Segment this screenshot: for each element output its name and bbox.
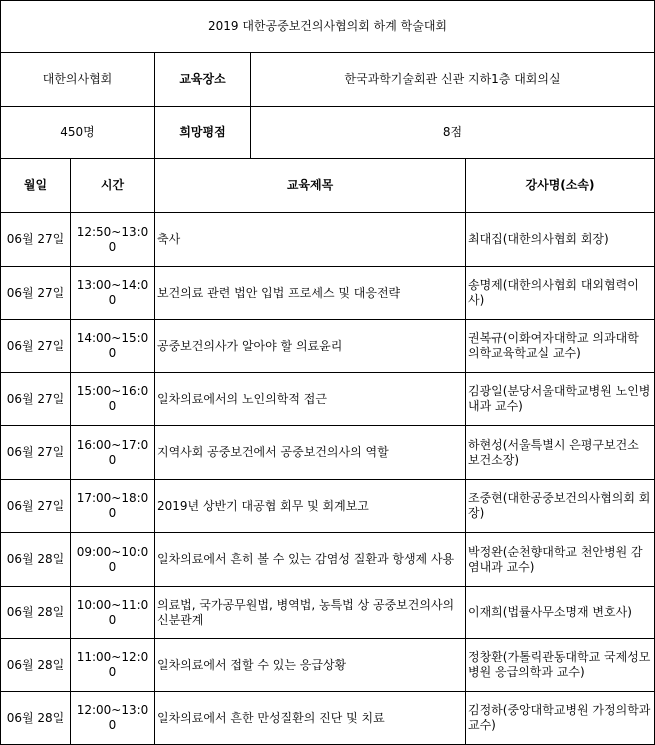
time-cell: 10:00~11:00 — [71, 587, 155, 639]
table-row — [1, 533, 655, 587]
date-cell: 06월 28일 — [1, 533, 71, 587]
subject-cell: 의료법, 국가공무원법, 병역법, 농특법 상 공중보건의사의 신분관계 — [155, 587, 466, 639]
subject-cell: 일차의료에서 접할 수 있는 응급상황 — [155, 639, 466, 692]
lecturer-cell: 권복규(이화여자대학교 의과대학 의학교육학교실 교수) — [466, 320, 655, 373]
lecturer-cell: 조중현(대한공중보건의사협의회 회장) — [466, 480, 655, 533]
time-cell: 09:00~10:00 — [71, 533, 155, 587]
table-row — [1, 213, 655, 267]
subject-cell: 축사 — [155, 213, 466, 267]
subject-cell: 지역사회 공중보건에서 공중보건의사의 역할 — [155, 426, 466, 480]
title-row — [1, 1, 655, 53]
lecturer-cell: 정창환(가톨릭관동대학교 국제성모병원 응급의학과 교수) — [466, 639, 655, 692]
date-cell: 06월 27일 — [1, 213, 71, 267]
table-row — [1, 373, 655, 426]
time-cell: 12:00~13:00 — [71, 692, 155, 745]
venue-label: 교육장소 — [155, 53, 251, 107]
subject-cell: 일차의료에서의 노인의학적 접근 — [155, 373, 466, 426]
header-date: 월일 — [1, 159, 71, 213]
subject-cell: 2019년 상반기 대공협 회무 및 회계보고 — [155, 480, 466, 533]
date-cell: 06월 27일 — [1, 480, 71, 533]
subject-cell: 일차의료에서 흔히 볼 수 있는 감염성 질환과 항생제 사용 — [155, 533, 466, 587]
lecturer-cell: 하현성(서울특별시 은평구보건소 보건소장) — [466, 426, 655, 480]
credits-row — [1, 107, 655, 159]
header-lecturer: 강사명(소속) — [466, 159, 655, 213]
lecturer-cell: 박정완(순천향대학교 천안병원 감염내과 교수) — [466, 533, 655, 587]
table-row — [1, 426, 655, 480]
lecturer-cell: 김광일(분당서울대학교병원 노인병내과 교수) — [466, 373, 655, 426]
organizer-cell: 대한의사협회 — [1, 53, 155, 107]
venue-value: 한국과학기술회관 신관 지하1층 대회의실 — [251, 53, 655, 107]
document-title: 2019 대한공중보건의사협의회 하계 학술대회 — [1, 1, 655, 53]
table-row — [1, 692, 655, 745]
table-row — [1, 480, 655, 533]
header-row — [1, 159, 655, 213]
date-cell: 06월 27일 — [1, 373, 71, 426]
table-row — [1, 267, 655, 320]
lecturer-cell: 송명제(대한의사협회 대외협력이사) — [466, 267, 655, 320]
table-row — [1, 639, 655, 692]
header-subject: 교육제목 — [155, 159, 466, 213]
date-cell: 06월 28일 — [1, 587, 71, 639]
venue-row — [1, 53, 655, 107]
credits-value: 8점 — [251, 107, 655, 159]
date-cell: 06월 27일 — [1, 426, 71, 480]
date-cell: 06월 28일 — [1, 639, 71, 692]
time-cell: 14:00~15:00 — [71, 320, 155, 373]
time-cell: 16:00~17:00 — [71, 426, 155, 480]
lecturer-cell: 이재희(법률사무소명재 변호사) — [466, 587, 655, 639]
header-time: 시간 — [71, 159, 155, 213]
date-cell: 06월 28일 — [1, 692, 71, 745]
date-cell: 06월 27일 — [1, 320, 71, 373]
subject-cell: 공중보건의사가 알아야 할 의료윤리 — [155, 320, 466, 373]
subject-cell: 일차의료에서 흔한 만성질환의 진단 및 치료 — [155, 692, 466, 745]
subject-cell: 보건의료 관련 법안 입법 프로세스 및 대응전략 — [155, 267, 466, 320]
time-cell: 15:00~16:00 — [71, 373, 155, 426]
time-cell: 12:50~13:00 — [71, 213, 155, 267]
time-cell: 11:00~12:00 — [71, 639, 155, 692]
table-row — [1, 587, 655, 639]
date-cell: 06월 27일 — [1, 267, 71, 320]
lecturer-cell: 김정하(중앙대학교병원 가정의학과 교수) — [466, 692, 655, 745]
attendees-cell: 450명 — [1, 107, 155, 159]
time-cell: 17:00~18:00 — [71, 480, 155, 533]
lecturer-cell: 최대집(대한의사협회 회장) — [466, 213, 655, 267]
table-row — [1, 320, 655, 373]
credits-label: 희망평점 — [155, 107, 251, 159]
time-cell: 13:00~14:00 — [71, 267, 155, 320]
